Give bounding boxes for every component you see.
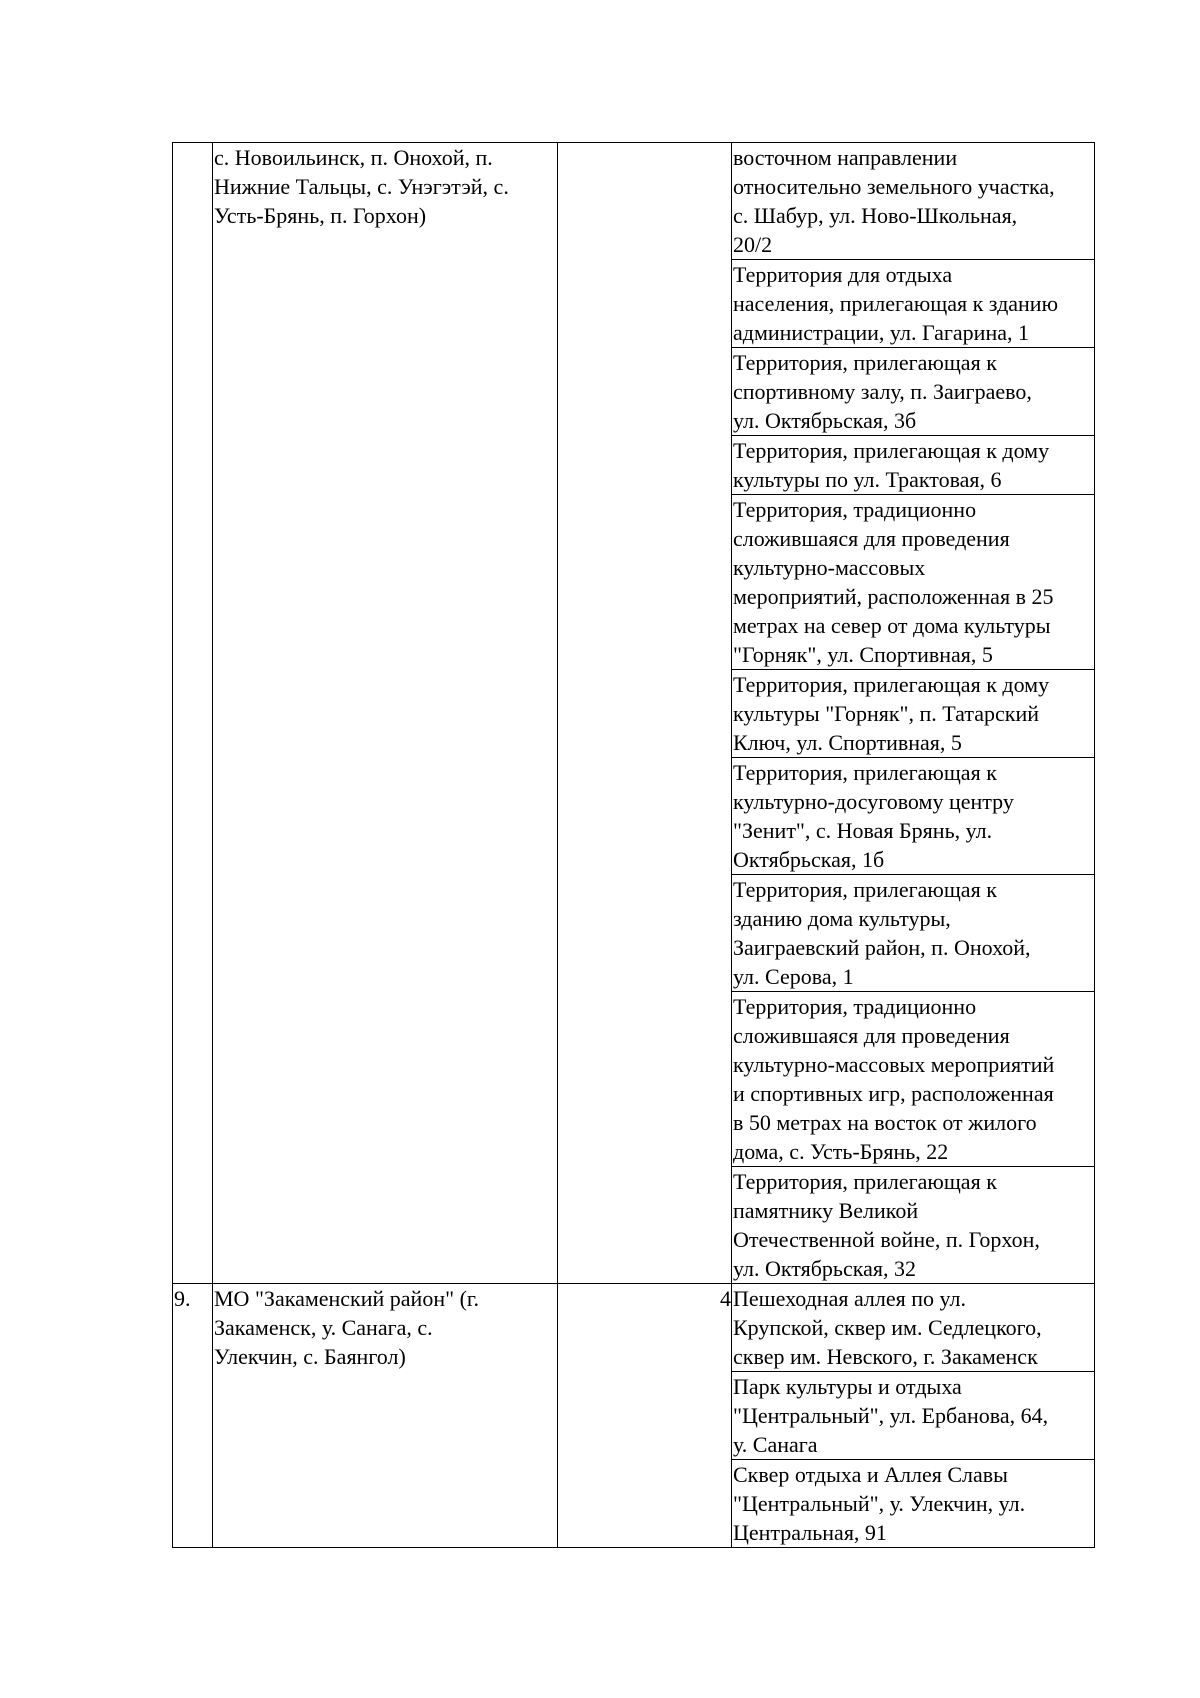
- municipality-name-cell: [213, 143, 558, 1284]
- territory-text: Территория для отдыха населения, прилегающая к зданию администрации, ул. Гагарина, 1: [733, 262, 1059, 345]
- territory-text: Территория, прилегающая к зданию дома культуры, Заиграевский район, п. Онохой, ул. Серова, 1: [733, 877, 1031, 989]
- table-row: [173, 1284, 1095, 1372]
- territory-cell: [732, 495, 1095, 670]
- territory-cell: [732, 348, 1095, 436]
- municipality-name-text: МО "Закаменский район" (г. Закаменск, у. Санага, с. Улекчин, с. Баянгол): [214, 1286, 479, 1369]
- territories-table: [172, 142, 1095, 1548]
- row-number-cell: [173, 1284, 213, 1548]
- territory-cell: [732, 436, 1095, 495]
- territory-count-cell: [558, 143, 732, 1284]
- territory-cell: [732, 992, 1095, 1167]
- territory-text: Сквер отдыха и Аллея Славы "Центральный", у. Улекчин, ул. Центральная, 91: [733, 1462, 1026, 1545]
- row-number-cell: [173, 143, 213, 1284]
- territory-text: Пешеходная аллея по ул. Крупской, сквер им. Седлецкого, сквер им. Невского, г. Закаменск: [733, 1286, 1042, 1369]
- territory-text: Территория, традиционно сложившаяся для проведения культурно-массовых мероприятий, расположенная в 25 метрах на север от дома культуры "Горняк", ул. Спортивная, 5: [733, 497, 1054, 667]
- municipality-name-cell: [213, 1284, 558, 1548]
- territory-cell: [732, 875, 1095, 992]
- territory-cell: [732, 670, 1095, 758]
- territory-text: Территория, прилегающая к спортивному залу, п. Заиграево, ул. Октябрьская, 3б: [733, 350, 1032, 433]
- territory-cell: [732, 758, 1095, 875]
- territory-text: Территория, прилегающая к памятнику Великой Отечественной войне, п. Горхон, ул. Октябрьская, 32: [733, 1169, 1040, 1281]
- territory-count-cell: [558, 1284, 732, 1548]
- territory-cell: [732, 1284, 1095, 1372]
- table-body: [173, 143, 1095, 1548]
- municipality-name-text: с. Новоильинск, п. Онохой, п. Нижние Тальцы, с. Унэгэтэй, с. Усть-Брянь, п. Горхон): [214, 145, 509, 228]
- row-number-text: 9.: [174, 1286, 191, 1311]
- territory-text: восточном направлении относительно земельного участка, с. Шабур, ул. Ново-Школьная, 20/2: [733, 145, 1055, 257]
- territory-cell: [732, 260, 1095, 348]
- territory-text: Территория, традиционно сложившаяся для проведения культурно-массовых мероприятий и спортивных игр, расположенная в 50 метрах на восток от жилого дома, с. Усть-Брянь, 22: [733, 994, 1055, 1164]
- territory-text: Территория, прилегающая к дому культуры "Горняк", п. Татарский Ключ, ул. Спортивная, 5: [733, 672, 1050, 755]
- table-row: [173, 143, 1095, 260]
- territory-text: Территория, прилегающая к культурно-досуговому центру "Зенит", с. Новая Брянь, ул. Октябрьская, 1б: [733, 760, 1014, 872]
- territory-count-text: 4: [720, 1286, 731, 1311]
- territory-cell: [732, 143, 1095, 260]
- territory-text: Парк культуры и отдыха "Центральный", ул. Ербанова, 64, у. Санага: [733, 1374, 1049, 1457]
- territory-text: Территория, прилегающая к дому культуры по ул. Трактовая, 6: [733, 438, 1050, 492]
- territory-cell: [732, 1167, 1095, 1284]
- territory-cell: [732, 1460, 1095, 1548]
- territory-cell: [732, 1372, 1095, 1460]
